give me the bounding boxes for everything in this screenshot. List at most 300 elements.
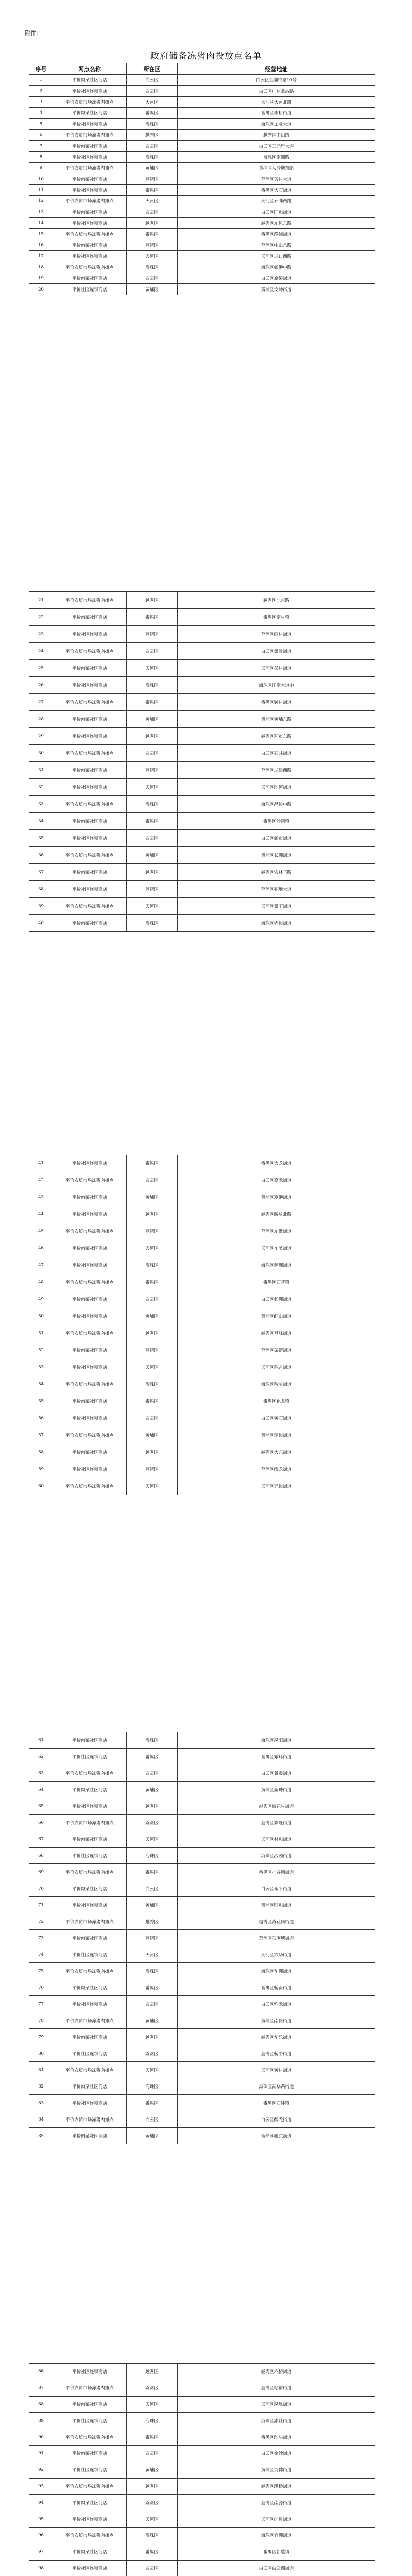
- outlet-name: 平价农贸市场冻猪肉摊点: [53, 2429, 127, 2446]
- table-row: [29, 745, 375, 762]
- row-number: 65: [29, 1798, 53, 1815]
- table-row: [29, 2045, 375, 2062]
- address: 黄埔区萝岗街道: [178, 1427, 375, 1444]
- outlet-name: 平价社区连锁商店: [53, 1996, 127, 2012]
- row-number: 22: [29, 609, 53, 626]
- row-number: 19: [29, 273, 53, 284]
- row-number: 78: [29, 2012, 53, 2029]
- address: 番禺区新造镇: [178, 2544, 375, 2560]
- table-row: [29, 1291, 375, 1308]
- outlet-name: 平价肉菜社区商店: [53, 2544, 127, 2560]
- table-row: [29, 915, 375, 932]
- address: 越秀区农林下路: [178, 864, 375, 881]
- address: 荔湾区茶滘街道: [178, 1342, 375, 1359]
- address: 番禺区南村镇: [178, 609, 375, 626]
- table-row: [29, 643, 375, 660]
- outlet-name: 平价社区连锁商店: [53, 626, 127, 643]
- address: 海珠区凤阳街道: [178, 1732, 375, 1749]
- outlet-name: 平价社区连锁商店: [53, 830, 127, 847]
- district: 海珠区: [127, 796, 178, 813]
- address: 海珠区官洲街道: [178, 2527, 375, 2544]
- row-number: 86: [29, 2364, 53, 2380]
- address: 番禺区大石街道: [178, 184, 375, 195]
- table-row: [29, 2396, 375, 2413]
- row-number: 34: [29, 813, 53, 830]
- outlet-name: 平价社区连锁商店: [53, 1359, 127, 1376]
- outlet-name: 平价社区连锁商店: [53, 677, 127, 694]
- district: 越秀区: [127, 1913, 178, 1930]
- address: 天河区石牌西路: [178, 196, 375, 207]
- row-number: 46: [29, 1240, 53, 1257]
- address: 越秀区黄花岗街道: [178, 1913, 375, 1930]
- district: 黄埔区: [127, 1308, 178, 1325]
- address: 天河区沙河街道: [178, 779, 375, 796]
- row-number: 30: [29, 745, 53, 762]
- district: 越秀区: [127, 129, 178, 140]
- address: 番禺区市桥街道: [178, 108, 375, 118]
- table-row: [29, 118, 375, 129]
- outlet-name: 平价肉菜社区商店: [53, 864, 127, 881]
- district: 黄埔区: [127, 284, 178, 295]
- district: 天河区: [127, 1240, 178, 1257]
- address: 黄埔区文冲街道: [178, 284, 375, 295]
- outlet-name: 平价社区连锁商店: [53, 86, 127, 96]
- outlet-name: 平价肉菜社区商店: [53, 141, 127, 151]
- address: 荔湾区站前街道: [178, 2380, 375, 2396]
- table-row: [29, 898, 375, 915]
- table-row: [29, 1996, 375, 2012]
- table-row: [29, 762, 375, 779]
- district: 番禺区: [127, 1864, 178, 1880]
- row-number: 90: [29, 2429, 53, 2446]
- district: 天河区: [127, 251, 178, 262]
- row-number: 50: [29, 1308, 53, 1325]
- table-row: [29, 2128, 375, 2144]
- outlet-name: 平价肉菜社区商店: [53, 1189, 127, 1206]
- outlet-name: 平价农贸市场冻猪肉摊点: [53, 1765, 127, 1782]
- outlet-name: 平价农贸市场冻猪肉摊点: [53, 1913, 127, 1930]
- table-row: [29, 1798, 375, 1815]
- roster-table: [29, 2363, 375, 2576]
- outlet-name: 平价社区连锁商店: [53, 1155, 127, 1172]
- address: 越秀区大东街道: [178, 1444, 375, 1461]
- row-number: 76: [29, 1979, 53, 1996]
- district: 荔湾区: [127, 1930, 178, 1946]
- row-number: 11: [29, 184, 53, 195]
- district: 天河区: [127, 2396, 178, 2413]
- row-number: 85: [29, 2128, 53, 2144]
- outlet-name: 平价农贸市场冻猪肉摊点: [53, 745, 127, 762]
- row-number: 38: [29, 881, 53, 898]
- row-number: 45: [29, 1223, 53, 1240]
- outlet-name: 平价肉菜社区商店: [53, 108, 127, 118]
- row-number: 98: [29, 2560, 53, 2576]
- address: 越秀区北京路: [178, 592, 375, 609]
- table-row: [29, 1765, 375, 1782]
- table-row: [29, 1172, 375, 1189]
- outlet-name: 平价肉菜社区商店: [53, 1393, 127, 1410]
- district: 番禺区: [127, 813, 178, 830]
- address: 天河区棠下街道: [178, 898, 375, 915]
- address: 海珠区瑞宝街道: [178, 1376, 375, 1393]
- row-number: 5: [29, 118, 53, 129]
- address: 越秀区华乐街道: [178, 2029, 375, 2045]
- district: 天河区: [127, 1478, 178, 1495]
- table-row: [29, 86, 375, 96]
- outlet-name: 平价肉菜社区商店: [53, 915, 127, 932]
- table-row: [29, 1274, 375, 1291]
- address: 越秀区解放北路: [178, 1206, 375, 1223]
- district: 荔湾区: [127, 240, 178, 250]
- table-row: [29, 196, 375, 207]
- outlet-name: 平价肉菜社区商店: [53, 207, 127, 217]
- row-number: 59: [29, 1461, 53, 1478]
- address: 白云区新市街道: [178, 830, 375, 847]
- outlet-name: 平价社区连锁商店: [53, 1749, 127, 1765]
- table-row: [29, 1864, 375, 1880]
- outlet-name: 平价肉菜社区商店: [53, 660, 127, 677]
- address: 白云区同和街道: [178, 207, 375, 217]
- address: 荔湾区东漖街道: [178, 1223, 375, 1240]
- address: 白云区黄石街道: [178, 1410, 375, 1427]
- table-row: [29, 1376, 375, 1393]
- row-number: 96: [29, 2527, 53, 2544]
- address: 黄埔区联和街道: [178, 1897, 375, 1913]
- district: 白云区: [127, 643, 178, 660]
- table-row: [29, 847, 375, 864]
- district: 海珠区: [127, 677, 178, 694]
- district: 天河区: [127, 2062, 178, 2078]
- address: 番禺区大龙街道: [178, 1155, 375, 1172]
- row-number: 37: [29, 864, 53, 881]
- row-number: 12: [29, 196, 53, 207]
- outlet-name: 平价社区连锁商店: [53, 151, 127, 162]
- row-number: 95: [29, 2511, 53, 2528]
- outlet-name: 平价社区连锁商店: [53, 881, 127, 898]
- row-number: 18: [29, 262, 53, 273]
- address: 海珠区素社街道: [178, 2413, 375, 2429]
- table-row: [29, 108, 375, 118]
- outlet-name: 平价农贸市场冻猪肉摊点: [53, 2478, 127, 2495]
- row-number: 81: [29, 2062, 53, 2078]
- table-row: [29, 1732, 375, 1749]
- row-number: 92: [29, 2462, 53, 2478]
- outlet-name: 平价农贸市场冻猪肉摊点: [53, 2380, 127, 2396]
- outlet-name: 平价肉菜社区商店: [53, 1880, 127, 1897]
- district: 越秀区: [127, 1325, 178, 1342]
- row-number: 24: [29, 643, 53, 660]
- table-row: [29, 1206, 375, 1223]
- address: 番禺区沙头街道: [178, 2429, 375, 2446]
- district: 荔湾区: [127, 174, 178, 184]
- row-number: 73: [29, 1930, 53, 1946]
- district: 荔湾区: [127, 2495, 178, 2511]
- row-number: 2: [29, 86, 53, 96]
- district: 海珠区: [127, 1848, 178, 1864]
- row-number: 56: [29, 1410, 53, 1427]
- outlet-name: 平价农贸市场冻猪肉摊点: [53, 1274, 127, 1291]
- row-number: 40: [29, 915, 53, 932]
- table-row: [29, 141, 375, 151]
- table-row: [29, 1223, 375, 1240]
- row-number: 63: [29, 1765, 53, 1782]
- table-row: [29, 1930, 375, 1946]
- table-row: [29, 711, 375, 728]
- address: 白云区广州北站路: [178, 86, 375, 96]
- row-number: 48: [29, 1274, 53, 1291]
- district: 荔湾区: [127, 762, 178, 779]
- row-number: 47: [29, 1257, 53, 1274]
- row-number: 20: [29, 284, 53, 295]
- district: 黄埔区: [127, 2462, 178, 2478]
- address: 番禺区化龙镇: [178, 1393, 375, 1410]
- outlet-name: 平价农贸市场冻猪肉摊点: [53, 1325, 127, 1342]
- table-row: [29, 2111, 375, 2128]
- outlet-name: 平价肉菜社区商店: [53, 2128, 127, 2144]
- address: 海珠区琶洲街道: [178, 1257, 375, 1274]
- row-number: 93: [29, 2478, 53, 2495]
- outlet-name: 平价农贸市场冻猪肉摊点: [53, 163, 127, 174]
- outlet-name: 平价农贸市场冻猪肉摊点: [53, 796, 127, 813]
- row-number: 10: [29, 174, 53, 184]
- address: 白云区三元里大道: [178, 141, 375, 151]
- table-row: [29, 1979, 375, 1996]
- district: 黄埔区: [127, 1782, 178, 1798]
- district: 海珠区: [127, 1257, 178, 1274]
- address: 越秀区东风东路: [178, 218, 375, 229]
- table-header-row: [29, 63, 375, 75]
- table-row: [29, 2478, 375, 2495]
- column-header: 所在区: [127, 63, 178, 75]
- table-row: [29, 2544, 375, 2560]
- row-number: 33: [29, 796, 53, 813]
- address: 黄埔区九佛街道: [178, 2462, 375, 2478]
- district: 海珠区: [127, 2527, 178, 2544]
- row-number: 23: [29, 626, 53, 643]
- row-number: 27: [29, 694, 53, 711]
- district: 黄埔区: [127, 163, 178, 174]
- outlet-name: 平价社区连锁商店: [53, 1410, 127, 1427]
- row-number: 13: [29, 207, 53, 217]
- district: 白云区: [127, 1410, 178, 1427]
- table-row: [29, 592, 375, 609]
- address: 荔湾区龙津西路: [178, 762, 375, 779]
- district: 荔湾区: [127, 1815, 178, 1831]
- address: 黄埔区南岗街道: [178, 2012, 375, 2029]
- row-number: 71: [29, 1897, 53, 1913]
- district: 番禺区: [127, 2544, 178, 2560]
- table-row: [29, 1963, 375, 1979]
- row-number: 67: [29, 1831, 53, 1848]
- district: 黄埔区: [127, 2128, 178, 2144]
- table-row: [29, 626, 375, 643]
- row-number: 55: [29, 1393, 53, 1410]
- outlet-name: 平价农贸市场冻猪肉摊点: [53, 898, 127, 915]
- table-row: [29, 207, 375, 217]
- table-row: [29, 864, 375, 881]
- table-row: [29, 2527, 375, 2544]
- district: 荔湾区: [127, 881, 178, 898]
- address: 荔湾区彩虹街道: [178, 1815, 375, 1831]
- row-number: 83: [29, 2095, 53, 2111]
- outlet-name: 平价社区连锁商店: [53, 2095, 127, 2111]
- district: 黄埔区: [127, 1427, 178, 1444]
- table-row: [29, 677, 375, 694]
- table-row: [29, 2364, 375, 2380]
- table-row: [29, 129, 375, 140]
- table-row: [29, 1444, 375, 1461]
- outlet-name: 平价农贸市场冻猪肉摊点: [53, 1478, 127, 1495]
- outlet-name: 平价社区连锁商店: [53, 1897, 127, 1913]
- district: 白云区: [127, 2560, 178, 2576]
- outlet-name: 平价社区连锁商店: [53, 1461, 127, 1478]
- address: 荔湾区芳村大道: [178, 174, 375, 184]
- district: 黄埔区: [127, 847, 178, 864]
- district: 番禺区: [127, 184, 178, 195]
- district: 白云区: [127, 1996, 178, 2012]
- row-number: 66: [29, 1815, 53, 1831]
- district: 白云区: [127, 745, 178, 762]
- row-number: 44: [29, 1206, 53, 1223]
- address: 海珠区南华西街道: [178, 2078, 375, 2095]
- district: 白云区: [127, 2111, 178, 2128]
- district: 荔湾区: [127, 1223, 178, 1240]
- address: 白云区石井街道: [178, 745, 375, 762]
- table-row: [29, 1848, 375, 1864]
- row-number: 97: [29, 2544, 53, 2560]
- outlet-name: 平价肉菜社区商店: [53, 1291, 127, 1308]
- district: 白云区: [127, 830, 178, 847]
- row-number: 6: [29, 129, 53, 140]
- address: 白云区棠景街道: [178, 643, 375, 660]
- address: 荔湾区中山八路: [178, 240, 375, 250]
- row-number: 74: [29, 1946, 53, 1963]
- district: 番禺区: [127, 229, 178, 240]
- row-number: 68: [29, 1848, 53, 1864]
- district: 番禺区: [127, 1979, 178, 1996]
- outlet-name: 平价农贸市场冻猪肉摊点: [53, 2062, 127, 2078]
- table-row: [29, 1815, 375, 1831]
- district: 越秀区: [127, 592, 178, 609]
- outlet-name: 平价社区连锁商店: [53, 1946, 127, 1963]
- row-number: 84: [29, 2111, 53, 2128]
- address: 天河区珠吉街道: [178, 1359, 375, 1376]
- outlet-name: 平价农贸市场冻猪肉摊点: [53, 2111, 127, 2128]
- address: 荔湾区桥中街道: [178, 2045, 375, 2062]
- row-number: 75: [29, 1963, 53, 1979]
- district: 天河区: [127, 96, 178, 107]
- table-row: [29, 2445, 375, 2462]
- district: 白云区: [127, 1765, 178, 1782]
- district: 白云区: [127, 1880, 178, 1897]
- address: 海珠区新港中路: [178, 262, 375, 273]
- table-row: [29, 830, 375, 847]
- table-row: [29, 2029, 375, 2045]
- address: 天河区车陂街道: [178, 1240, 375, 1257]
- table-row: [29, 163, 375, 174]
- address: 海珠区工业大道: [178, 118, 375, 129]
- district: 海珠区: [127, 1963, 178, 1979]
- outlet-name: 平价农贸市场冻猪肉摊点: [53, 96, 127, 107]
- district: 番禺区: [127, 108, 178, 118]
- outlet-name: 平价肉菜社区商店: [53, 1782, 127, 1798]
- district: 越秀区: [127, 1798, 178, 1815]
- district: 白云区: [127, 141, 178, 151]
- outlet-name: 平价农贸市场冻猪肉摊点: [53, 2012, 127, 2029]
- row-number: 62: [29, 1749, 53, 1765]
- district: 越秀区: [127, 218, 178, 229]
- outlet-name: 平价社区连锁商店: [53, 2045, 127, 2062]
- address: 天河区林和街道: [178, 1831, 375, 1848]
- row-number: 4: [29, 108, 53, 118]
- table-row: [29, 273, 375, 284]
- address: 荔湾区海龙街道: [178, 1461, 375, 1478]
- district: 荔湾区: [127, 2045, 178, 2062]
- district: 番禺区: [127, 1274, 178, 1291]
- district: 荔湾区: [127, 626, 178, 643]
- district: 番禺区: [127, 2095, 178, 2111]
- address: 白云区金鼎中路10号: [178, 75, 375, 86]
- outlet-name: 平价肉菜社区商店: [53, 711, 127, 728]
- row-number: 54: [29, 1376, 53, 1393]
- roster-table: [29, 63, 375, 295]
- address: 天河区龙口西路: [178, 251, 375, 262]
- outlet-name: 平价肉菜社区商店: [53, 2445, 127, 2462]
- outlet-name: 平价社区连锁商店: [53, 2462, 127, 2478]
- table-row: [29, 1325, 375, 1342]
- row-number: 15: [29, 229, 53, 240]
- table-row: [29, 1880, 375, 1897]
- district: 白云区: [127, 1291, 178, 1308]
- table-row: [29, 694, 375, 711]
- column-header: 序号: [29, 63, 53, 75]
- district: 黄埔区: [127, 711, 178, 728]
- row-number: 28: [29, 711, 53, 728]
- row-number: 16: [29, 240, 53, 250]
- table-row: [29, 796, 375, 813]
- address: 黄埔区大沙地东路: [178, 163, 375, 174]
- outlet-name: 平价农贸市场冻猪肉摊点: [53, 1223, 127, 1240]
- row-number: 29: [29, 728, 53, 745]
- address: 白云区鹤龙街道: [178, 2111, 375, 2128]
- address: 海珠区江南大道中: [178, 677, 375, 694]
- outlet-name: 平价农贸市场冻猪肉摊点: [53, 2527, 127, 2544]
- outlet-name: 平价肉菜社区商店: [53, 2078, 127, 2095]
- address: 番禺区石楼镇: [178, 2095, 375, 2111]
- row-number: 49: [29, 1291, 53, 1308]
- row-number: 60: [29, 1478, 53, 1495]
- district: 白云区: [127, 86, 178, 96]
- district: 黄埔区: [127, 1189, 178, 1206]
- address: 黄埔区夏港街道: [178, 1189, 375, 1206]
- row-number: 69: [29, 1864, 53, 1880]
- outlet-name: 平价农贸市场冻猪肉摊点: [53, 1963, 127, 1979]
- row-number: 17: [29, 251, 53, 262]
- address: 越秀区中山路: [178, 129, 375, 140]
- row-number: 31: [29, 762, 53, 779]
- outlet-name: 平价社区连锁商店: [53, 779, 127, 796]
- district: 越秀区: [127, 1206, 178, 1223]
- row-number: 53: [29, 1359, 53, 1376]
- row-number: 58: [29, 1444, 53, 1461]
- district: 海珠区: [127, 118, 178, 129]
- outlet-name: 平价肉菜社区商店: [53, 609, 127, 626]
- address: 番禺区东环街道: [178, 1749, 375, 1765]
- table-row: [29, 184, 375, 195]
- table-row: [29, 2560, 375, 2576]
- row-number: 21: [29, 592, 53, 609]
- district: 天河区: [127, 1946, 178, 1963]
